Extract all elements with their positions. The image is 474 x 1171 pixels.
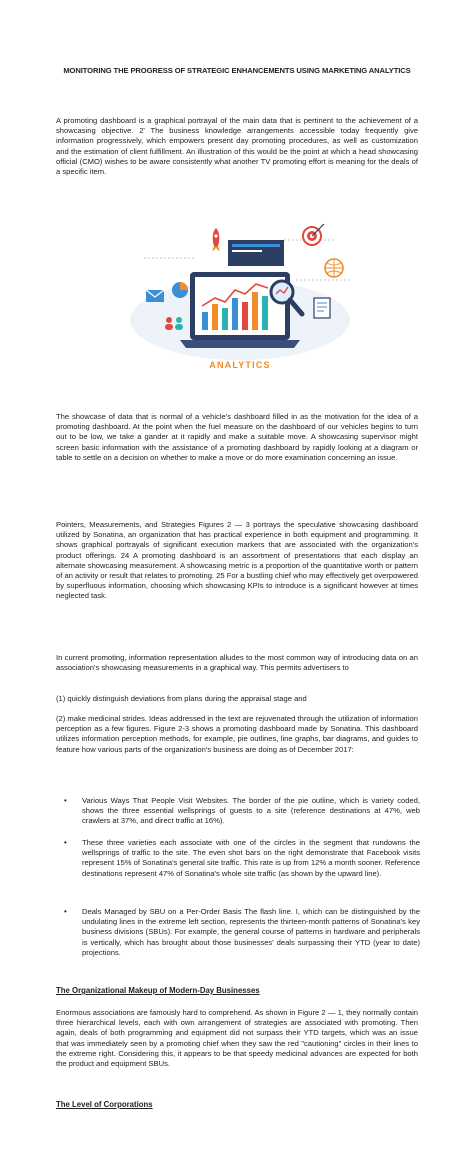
bullet-dot-icon: •	[64, 838, 67, 847]
bullet-list-item: • Deals Managed by SBU on a Per-Order Basis The flash line. I, which can be distinguished by the undulating lines in the extreme left section, represents the thirteen-month patterns of Sonatina's key business divisions (SBUs). For example, the general course of patterns in hardware and peripherals is vertically, which has brought about those businesses' deals surpassing their YTD (year to date) projections.	[64, 907, 420, 957]
bullet-dot-icon: •	[64, 907, 67, 916]
browser-window	[228, 240, 284, 266]
list-item-1: (1) quickly distinguish deviations from plans during the appraisal stage and	[56, 694, 307, 703]
mail-icon	[146, 290, 164, 302]
pointers-paragraph: Pointers, Measurements, and Strategies Figures 2 — 3 portrays the speculative showcasing dashboard utilized by Sonatina, an organization that has practical experience in both equipment and programming. It shows graphical portrayals of significant execution markers that are associated with the organization's product offerings. 24 A promoting dashboard is an assortment of presentations that each display an alternate showcasing measurement. A showcasing metric is a proportion of the quantitative worth or pattern of an activity or result that relates to promoting. 25 For a bustling chief who may effectively get overpowered by superfluous information, choosing which showcasing KPIs to introduce is a significant however at times neglected task.	[56, 520, 418, 601]
document-title: MONITORING THE PROGRESS OF STRATEGIC ENHANCEMENTS USING MARKETING ANALYTICS	[63, 66, 411, 75]
vehicle-paragraph: The showcase of data that is normal of a vehicle's dashboard filled in as the motivation for the idea of a promoting dashboard. At the point when the fuel measure on the dashboard of our vehicles begins to turn out to be low, we take a gander at it rapidly and make a suitable move. A showcasing supervisor might screen basic information with the assistance of a promoting dashboard by rapidly looking at a diagram or table to settle on a decision on whether to make a move or do more examination concerning an issue.	[56, 412, 418, 462]
section-heading-makeup: The Organizational Makeup of Modern-Day Businesses	[56, 986, 260, 995]
bullet-dot-icon: •	[64, 796, 67, 805]
intro-paragraph: A promoting dashboard is a graphical portrayal of the main data that is pertinent to the achievement of a showcasing objective. 2' The business knowledge arrangements accessible today frequently give information progressively, which empowers present day promoting procedures, as well as customization and the estimation of client fulfillment. An illustration of this would be the point at which a head showcasing official (CMO) wishes to be aware consistently what another TV promoting effort is meaning for the deals of a specific item.	[56, 116, 418, 177]
bullet-list-item: • These three varieties each associate with one of the circles in the segment that rundowns the wellsprings of traffic to the site. The even shot bars on the right demonstrate that Facebook visits represent 15% of Sonatina's general site traffic. This rate is up from 12% a month sooner. Reference destinations represent 47% of Sonatina's whole site traffic (as shown by the upward line).	[64, 838, 420, 878]
current-paragraph: In current promoting, information representation alludes to the most common way of introducing data on an association's showcasing measurements in a graphical way. This permits advertisers to	[56, 653, 418, 673]
pie-chart-icon	[172, 282, 188, 298]
bullet-list-item: • Various Ways That People Visit Websites. The border of the pie outline, which is variety coded, shows the three essential wellsprings of guests to a site (reference destinations at 47%, web crawlers at 37%, and direct traffic at 16%).	[64, 796, 420, 826]
target-icon	[303, 224, 324, 245]
section-heading-level: The Level of Corporations	[56, 1100, 153, 1109]
analytics-label: ANALYTICS	[209, 360, 271, 370]
globe-icon	[325, 259, 343, 277]
document-icon	[314, 298, 330, 318]
list-item-2: (2) make medicinal strides. Ideas addressed in the text are rejuvenated through the utilization of information perception as a few figures. Figure 2-3 shows a promoting dashboard made by Sonatina. This dashboard utilizes information perception methods, for example, pie outlines, line graphs, bar diagrams, and guides to feature how various parts of the organization's business are doing as of December 2017:	[56, 714, 418, 754]
rocket-icon	[212, 228, 220, 252]
analytics-illustration	[124, 220, 356, 376]
enormous-paragraph: Enormous associations are famously hard to comprehend. As shown in Figure 2 — 1, they normally contain three hierarchical levels, each with own arrangement of strategies are associated with promoting. Then again, deals of both programming and equipment did not surpass their YTD targets, which was an issue that was immediately seen by a promoting chief when they saw the red "cautioning" circles in their lines to the extreme right. Considering this, it appears to be that speedy medicinal advances are expected for both the product and equipment SBUs.	[56, 1008, 418, 1069]
